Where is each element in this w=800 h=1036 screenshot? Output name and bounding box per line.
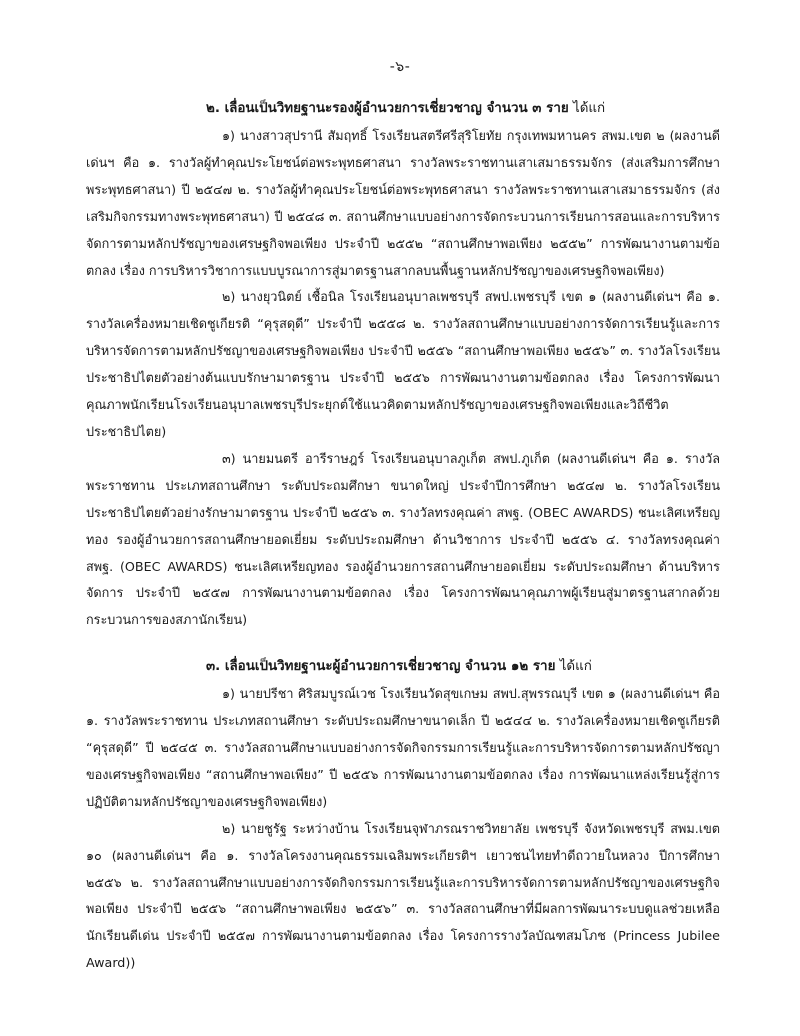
section-heading-2 [86,98,720,120]
section-heading-text: ๓. เลื่อนเป็นวิทยฐานะผู้อำนวยการเชี่ยวชาญ จำนวน ๑๒ ราย [206,659,556,675]
list-item [86,816,720,977]
list-item [86,446,720,634]
page-number: -๖- [389,59,411,75]
section-heading-suffix: ได้แก่ [559,659,592,675]
section-heading-text: ๒. เลื่อนเป็นวิทยฐานะรองผู้อำนวยการเชี่ยวชาญ จำนวน ๓ ราย [206,101,569,116]
list-item [86,123,720,284]
list-item [86,284,720,445]
list-item-text: ๑) นางสาวสุปรานี สัมฤทธิ์ โรงเรียนสตรีศรีสุริโยทัย กรุงเทพมหานคร สพม.เขต ๒ (ผลงานดีเด่นฯ คือ ๑. รางวัลผู้ทำคุณประโยชน์ต่อพระพุทธศาสนา รางวัลพระราชทานเสาเสมาธรรมจักร (ส่งเสริมการศึกษาพระพุทธศาสนา) ปี ๒๕๔๗ ๒. รางวัลผู้ทำคุณประโยชน์ต่อพระพุทธศาสนา รางวัลพระราชทานเสาเสมาธรรมจักร (ส่งเสริมกิจกรรมทางพระพุทธศาสนา) ปี ๒๕๔๘ ๓. สถานศึกษาแบบอย่างการจัดกระบวนการเรียนการสอนและการบริหารจัดการตามหลักปรัชญาของเศรษฐกิจพอเพียง ประจำปี ๒๕๕๒ “สถานศึกษาพอเพียง ๒๕๕๒” การพัฒนางานตามข้อตกลง เรื่อง การบริหารวิชาการแบบบูรณาการสู่มาตรฐานสากลบนพื้นฐานหลักปรัชญาของเศรษฐกิจพอเพียง) [86,128,720,278]
list-item-text: ๓) นายมนตรี อารีราษฎร์ โรงเรียนอนุบาลภูเก็ต สพป.ภูเก็ต (ผลงานดีเด่นฯ คือ ๑. รางวัลพระราชทาน ประเภทสถานศึกษา ระดับประถมศึกษา ขนาดใหญ่ ประจำปีการศึกษา ๒๕๔๗ ๒. รางวัลโรงเรียนประชาธิปไตยตัวอย่างรักษามาตรฐาน ประจำปี ๒๕๕๖ ๓. รางวัลทรงคุณค่า สพฐ. (OBEC AWARDS) ชนะเลิศเหรียญทอง รองผู้อำนวยการสถานศึกษายอดเยี่ยม ระดับประถมศึกษา ด้านวิชาการ ประจำปี ๒๕๕๖ ๔. รางวัลทรงคุณค่า สพฐ. (OBEC AWARDS) ชนะเลิศเหรียญทอง รองผู้อำนวยการสถานศึกษายอดเยี่ยม ระดับประถมศึกษา ด้านบริหารจัดการ ประจำปี ๒๕๕๗ การพัฒนางานตามข้อตกลง เรื่อง โครงการพัฒนาคุณภาพผู้เรียนสู่มาตรฐานสากลด้วยกระบวนการของสภานักเรียน) [86,450,720,628]
section-heading-suffix: ได้แก่ [572,101,606,116]
section-gap [86,634,720,656]
list-item [86,681,720,816]
list-item-text: ๒) นางยุวนิตย์ เชื้อนิล โรงเรียนอนุบาลเพชรบุรี สพป.เพชรบุรี เขต ๑ (ผลงานดีเด่นฯ คือ ๑. รางวัลเครื่องหมายเชิดชูเกียรติ “คุรุสดุดี” ประจำปี ๒๕๕๘ ๒. รางวัลสถานศึกษาแบบอย่างการจัดการเรียนรู้และการบริหารจัดการตามหลักปรัชญาของเศรษฐกิจพอเพียง ประจำปี ๒๕๕๖ “สถานศึกษาพอเพียง ๒๕๕๖” ๓. รางวัลโรงเรียนประชาธิปไตยตัวอย่างต้นแบบรักษามาตรฐาน ประจำปี ๒๕๕๖ การพัฒนางานตามข้อตกลง เรื่อง โครงการพัฒนาคุณภาพนักเรียนโรงเรียนอนุบาลเพชรบุรีประยุกต์ใช้แนวคิดตามหลักปรัชญาของเศรษฐกิจพอเพียงและวิถีชีวิตประชาธิปไตย) [86,289,720,439]
list-item-text: ๑) นายปรีชา ศิริสมบูรณ์เวช โรงเรียนวัดสุขเกษม สพป.สุพรรณบุรี เขต ๑ (ผลงานดีเด่นฯ คือ ๑. รางวัลพระราชทาน ประเภทสถานศึกษา ระดับประถมศึกษาขนาดเล็ก ปี ๒๕๔๔ ๒. รางวัลเครื่องหมายเชิดชูเกียรติ “คุรุสดุดี” ปี ๒๕๔๕ ๓. รางวัลสถานศึกษาแบบอย่างการจัดกิจกรรมการเรียนรู้และการบริหารจัดการตามหลักปรัชญาของเศรษฐกิจพอเพียง “สถานศึกษาพอเพียง” ปี ๒๕๕๖ การพัฒนางานตามข้อตกลง เรื่อง การพัฒนาแหล่งเรียนรู้สู่การปฏิบัติตามหลักปรัชญาของเศรษฐกิจพอเพียง) [86,686,720,809]
list-item-text: ๒) นายชูรัฐ ระหว่างบ้าน โรงเรียนจุฬาภรณราชวิทยาลัย เพชรบุรี จังหวัดเพชรบุรี สพม.เขต ๑๐ (ผลงานดีเด่นฯ คือ ๑. รางวัลโครงงานคุณธรรมเฉลิมพระเกียรติฯ เยาวชนไทยทำดีถวายในหลวง ปีการศึกษา ๒๕๕๖ ๒. รางวัลสถานศึกษาแบบอย่างการจัดกิจกรรมการเรียนรู้และการบริหารจัดการตามหลักปรัชญาของเศรษฐกิจพอเพียง ประจำปี ๒๕๕๖ “สถานศึกษาพอเพียง ๒๕๕๖” ๓. รางวัลสถานศึกษาที่มีผลการพัฒนาระบบดูแลช่วยเหลือนักเรียนดีเด่น ประจำปี ๒๕๕๗ การพัฒนางานตามข้อตกลง เรื่อง โครงการรางวัลบัณฑสมโภช (Princess Jubilee Award)) [86,820,720,971]
section-heading-3 [86,656,720,678]
document-body [86,98,720,977]
